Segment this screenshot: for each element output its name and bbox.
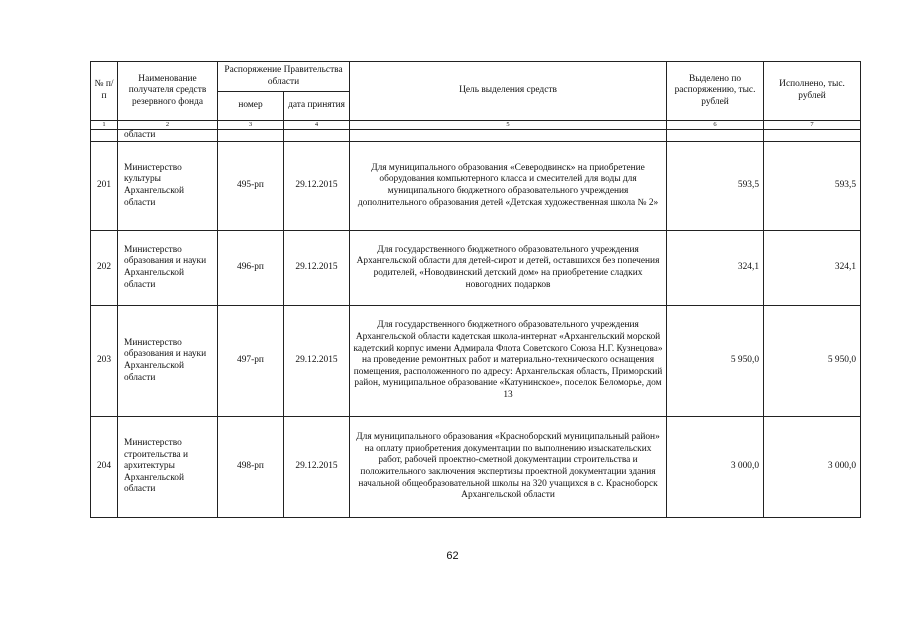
column-number: 1 bbox=[91, 121, 118, 130]
column-number: 2 bbox=[118, 121, 218, 130]
row-executed: 5 950,0 bbox=[764, 306, 861, 417]
row-order-date: 29.12.2015 bbox=[284, 306, 350, 417]
column-number: 5 bbox=[350, 121, 667, 130]
continuation-row bbox=[91, 130, 861, 142]
row-order-number: 497-рп bbox=[218, 306, 284, 417]
header-executed: Исполнено, тыс. рублей bbox=[764, 62, 861, 121]
page-number: 62 bbox=[446, 550, 459, 562]
row-allocated: 5 950,0 bbox=[667, 306, 764, 417]
header-row bbox=[91, 62, 861, 92]
table-row bbox=[91, 417, 861, 518]
row-recipient: Министерство образования и науки Архангельской области bbox=[118, 306, 218, 417]
table-row bbox=[91, 142, 861, 231]
column-number-row bbox=[91, 121, 861, 130]
row-number: 203 bbox=[91, 306, 118, 417]
row-allocated: 324,1 bbox=[667, 231, 764, 306]
row-number: 204 bbox=[91, 417, 118, 518]
column-number: 4 bbox=[284, 121, 350, 130]
row-purpose: Для государственного бюджетного образовательного учреждения Архангельской области кадетская школа-интернат «Архангельский морской кадетский корпус имени Адмирала Флота Советского Союза Н.Г. Кузнецова» на проведение ремонтных работ и материально-технического оснащения помещения, расположенного по адресу: Архангельская область, Приморский район, муниципальное образование «Катунинское», поселок Беломорье, дом 13 bbox=[350, 306, 667, 417]
row-recipient: Министерство строительства и архитектуры Архангельской области bbox=[118, 417, 218, 518]
column-number: 6 bbox=[667, 121, 764, 130]
row-order-number: 496-рп bbox=[218, 231, 284, 306]
row-number: 202 bbox=[91, 231, 118, 306]
row-order-date: 29.12.2015 bbox=[284, 417, 350, 518]
table-row bbox=[91, 231, 861, 306]
row-order-number: 495-рп bbox=[218, 142, 284, 231]
table-row bbox=[91, 306, 861, 417]
row-allocated: 3 000,0 bbox=[667, 417, 764, 518]
row-allocated: 593,5 bbox=[667, 142, 764, 231]
column-number: 7 bbox=[764, 121, 861, 130]
header-order: Распоряжение Правительства области bbox=[218, 62, 350, 92]
row-purpose: Для муниципального образования «Северодвинск» на приобретение оборудования компьютерного класса и смесителей для воды для муниципального бюджетного образовательного учреждения дополнительного образования детей «Детская художественная школа № 2» bbox=[350, 142, 667, 231]
row-executed: 324,1 bbox=[764, 231, 861, 306]
row-recipient: Министерство образования и науки Архангельской области bbox=[118, 231, 218, 306]
row-order-date: 29.12.2015 bbox=[284, 142, 350, 231]
row-order-date: 29.12.2015 bbox=[284, 231, 350, 306]
row-order-number: 498-рп bbox=[218, 417, 284, 518]
reserve-fund-table bbox=[90, 61, 861, 518]
row-recipient: Министерство культуры Архангельской области bbox=[118, 142, 218, 231]
row-purpose: Для государственного бюджетного образовательного учреждения Архангельской области для детей-сирот и детей, оставшихся без попечения родителей, «Новодвинский детский дом» на приобретение сладких новогодних подарков bbox=[350, 231, 667, 306]
row-number: 201 bbox=[91, 142, 118, 231]
row-executed: 593,5 bbox=[764, 142, 861, 231]
header-order-number: номер bbox=[218, 92, 284, 121]
header-order-date: дата принятия bbox=[284, 92, 350, 121]
header-recipient: Наименование получателя средств резервного фонда bbox=[118, 62, 218, 121]
header-allocated: Выделено по распоряжению, тыс. рублей bbox=[667, 62, 764, 121]
header-purpose: Цель выделения средств bbox=[350, 62, 667, 121]
continuation-text: области bbox=[118, 130, 218, 142]
row-purpose: Для муниципального образования «Красноборский муниципальный район» на оплату приобретения документации по выполнению изыскательских работ, рабочей проектно-сметной документации строительства и положительного заключения экспертизы проектной документации здания начальной общеобразовательной школы на 320 учащихся в с. Красноборск Архангельской области bbox=[350, 417, 667, 518]
header-num: № п/п bbox=[91, 62, 118, 121]
row-executed: 3 000,0 bbox=[764, 417, 861, 518]
column-number: 3 bbox=[218, 121, 284, 130]
